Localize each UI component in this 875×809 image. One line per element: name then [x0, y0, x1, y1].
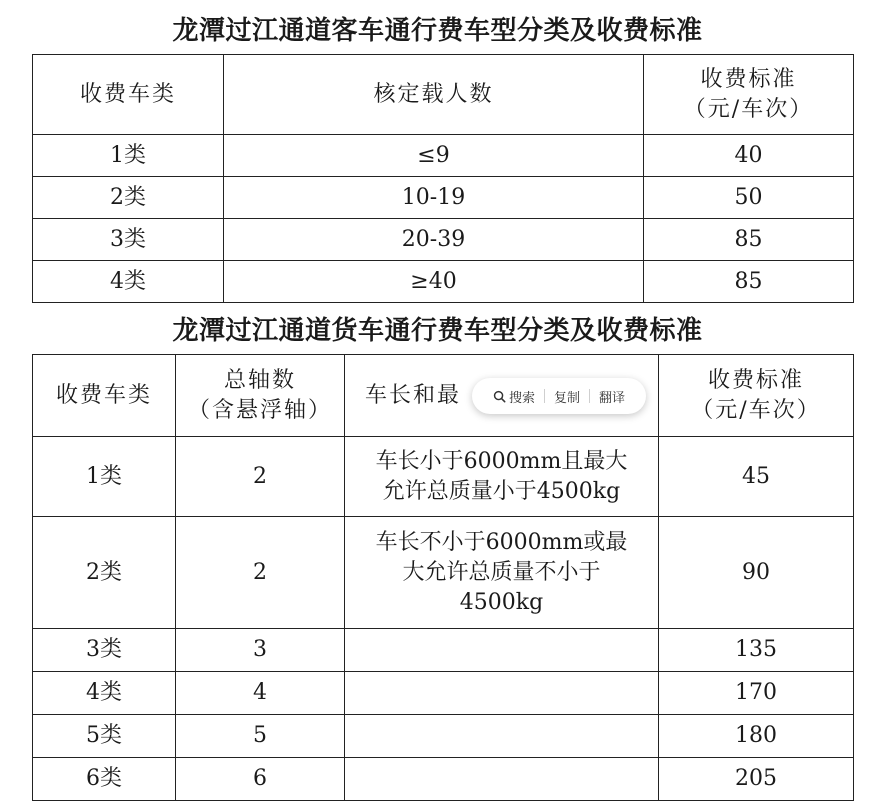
table-header-row	[33, 355, 854, 437]
cell-class: 3类	[33, 219, 224, 261]
cell-class: 4类	[33, 261, 224, 303]
cell-seats: ≤9	[224, 135, 644, 177]
table-row	[33, 758, 854, 801]
table-row	[33, 261, 854, 303]
cell-class: 4类	[33, 672, 176, 715]
header-axles-line2: （含悬浮轴）	[187, 397, 332, 423]
cell-class: 6类	[33, 758, 176, 801]
copy-button[interactable]	[545, 387, 589, 406]
cell-class: 5类	[33, 715, 176, 758]
table-row	[33, 437, 854, 517]
cell-description	[345, 672, 659, 715]
passenger-table-title: 龙潭过江通道客车通行费车型分类及收费标准	[172, 16, 703, 46]
description-line: 车长小于6000mm且最大	[375, 448, 628, 474]
cell-description	[345, 715, 659, 758]
cell-fee: 85	[644, 219, 854, 261]
cell-class: 1类	[33, 135, 224, 177]
freight-fee-table	[32, 354, 854, 801]
cell-seats: 10-19	[224, 177, 644, 219]
cell-fee: 205	[659, 758, 854, 801]
text-selection-toolbar	[472, 378, 646, 414]
header-vehicle-class: 收费车类	[33, 355, 176, 437]
table-row	[33, 135, 854, 177]
cell-description	[345, 758, 659, 801]
header-axles-line1: 总轴数	[223, 367, 296, 393]
cell-fee: 50	[644, 177, 854, 219]
cell-fee: 90	[659, 517, 854, 629]
cell-fee: 180	[659, 715, 854, 758]
table-row	[33, 517, 854, 629]
cell-axles: 2	[176, 437, 345, 517]
header-vehicle-class: 收费车类	[33, 55, 224, 135]
cell-fee: 45	[659, 437, 854, 517]
header-length-weight[interactable]: 车长和最	[345, 355, 659, 437]
search-label: 搜索	[509, 390, 536, 406]
table-row	[33, 629, 854, 672]
copy-label: 复制	[554, 390, 581, 406]
table-row	[33, 177, 854, 219]
freight-table-title: 龙潭过江通道货车通行费车型分类及收费标准	[172, 316, 703, 346]
translate-label: 翻译	[599, 390, 626, 406]
description-line: 车长不小于6000mm或最	[375, 529, 628, 555]
passenger-fee-table	[32, 54, 854, 303]
cell-class: 2类	[33, 177, 224, 219]
header-fee-line2: （元/车次）	[683, 96, 814, 122]
description-line: 4500kg	[459, 589, 544, 615]
cell-axles: 6	[176, 758, 345, 801]
cell-fee: 85	[644, 261, 854, 303]
header-fee	[644, 55, 854, 135]
cell-axles: 5	[176, 715, 345, 758]
table-header-row	[33, 55, 854, 135]
header-fee-line1: 收费标准	[707, 367, 804, 393]
header-fee	[659, 355, 854, 437]
cell-seats: 20-39	[224, 219, 644, 261]
cell-fee: 40	[644, 135, 854, 177]
header-fee-line2: （元/车次）	[691, 397, 821, 423]
cell-fee: 135	[659, 629, 854, 672]
cell-seats: ≥40	[224, 261, 644, 303]
search-button[interactable]	[484, 387, 544, 406]
cell-axles: 2	[176, 517, 345, 629]
description-line: 大允许总质量不小于	[402, 559, 601, 585]
table-row	[33, 672, 854, 715]
cell-class: 3类	[33, 629, 176, 672]
cell-description	[345, 629, 659, 672]
header-seats: 核定载人数	[224, 55, 644, 135]
cell-axles: 3	[176, 629, 345, 672]
search-icon	[493, 390, 506, 403]
cell-axles: 4	[176, 672, 345, 715]
cell-class: 2类	[33, 517, 176, 629]
header-fee-line1: 收费标准	[700, 66, 797, 92]
cell-description	[345, 517, 659, 629]
header-axles	[176, 355, 345, 437]
table-row	[33, 219, 854, 261]
cell-class: 1类	[33, 437, 176, 517]
description-line: 允许总质量小于4500kg	[382, 478, 621, 504]
translate-button[interactable]	[590, 387, 634, 406]
cell-description	[345, 437, 659, 517]
cell-fee: 170	[659, 672, 854, 715]
table-row	[33, 715, 854, 758]
